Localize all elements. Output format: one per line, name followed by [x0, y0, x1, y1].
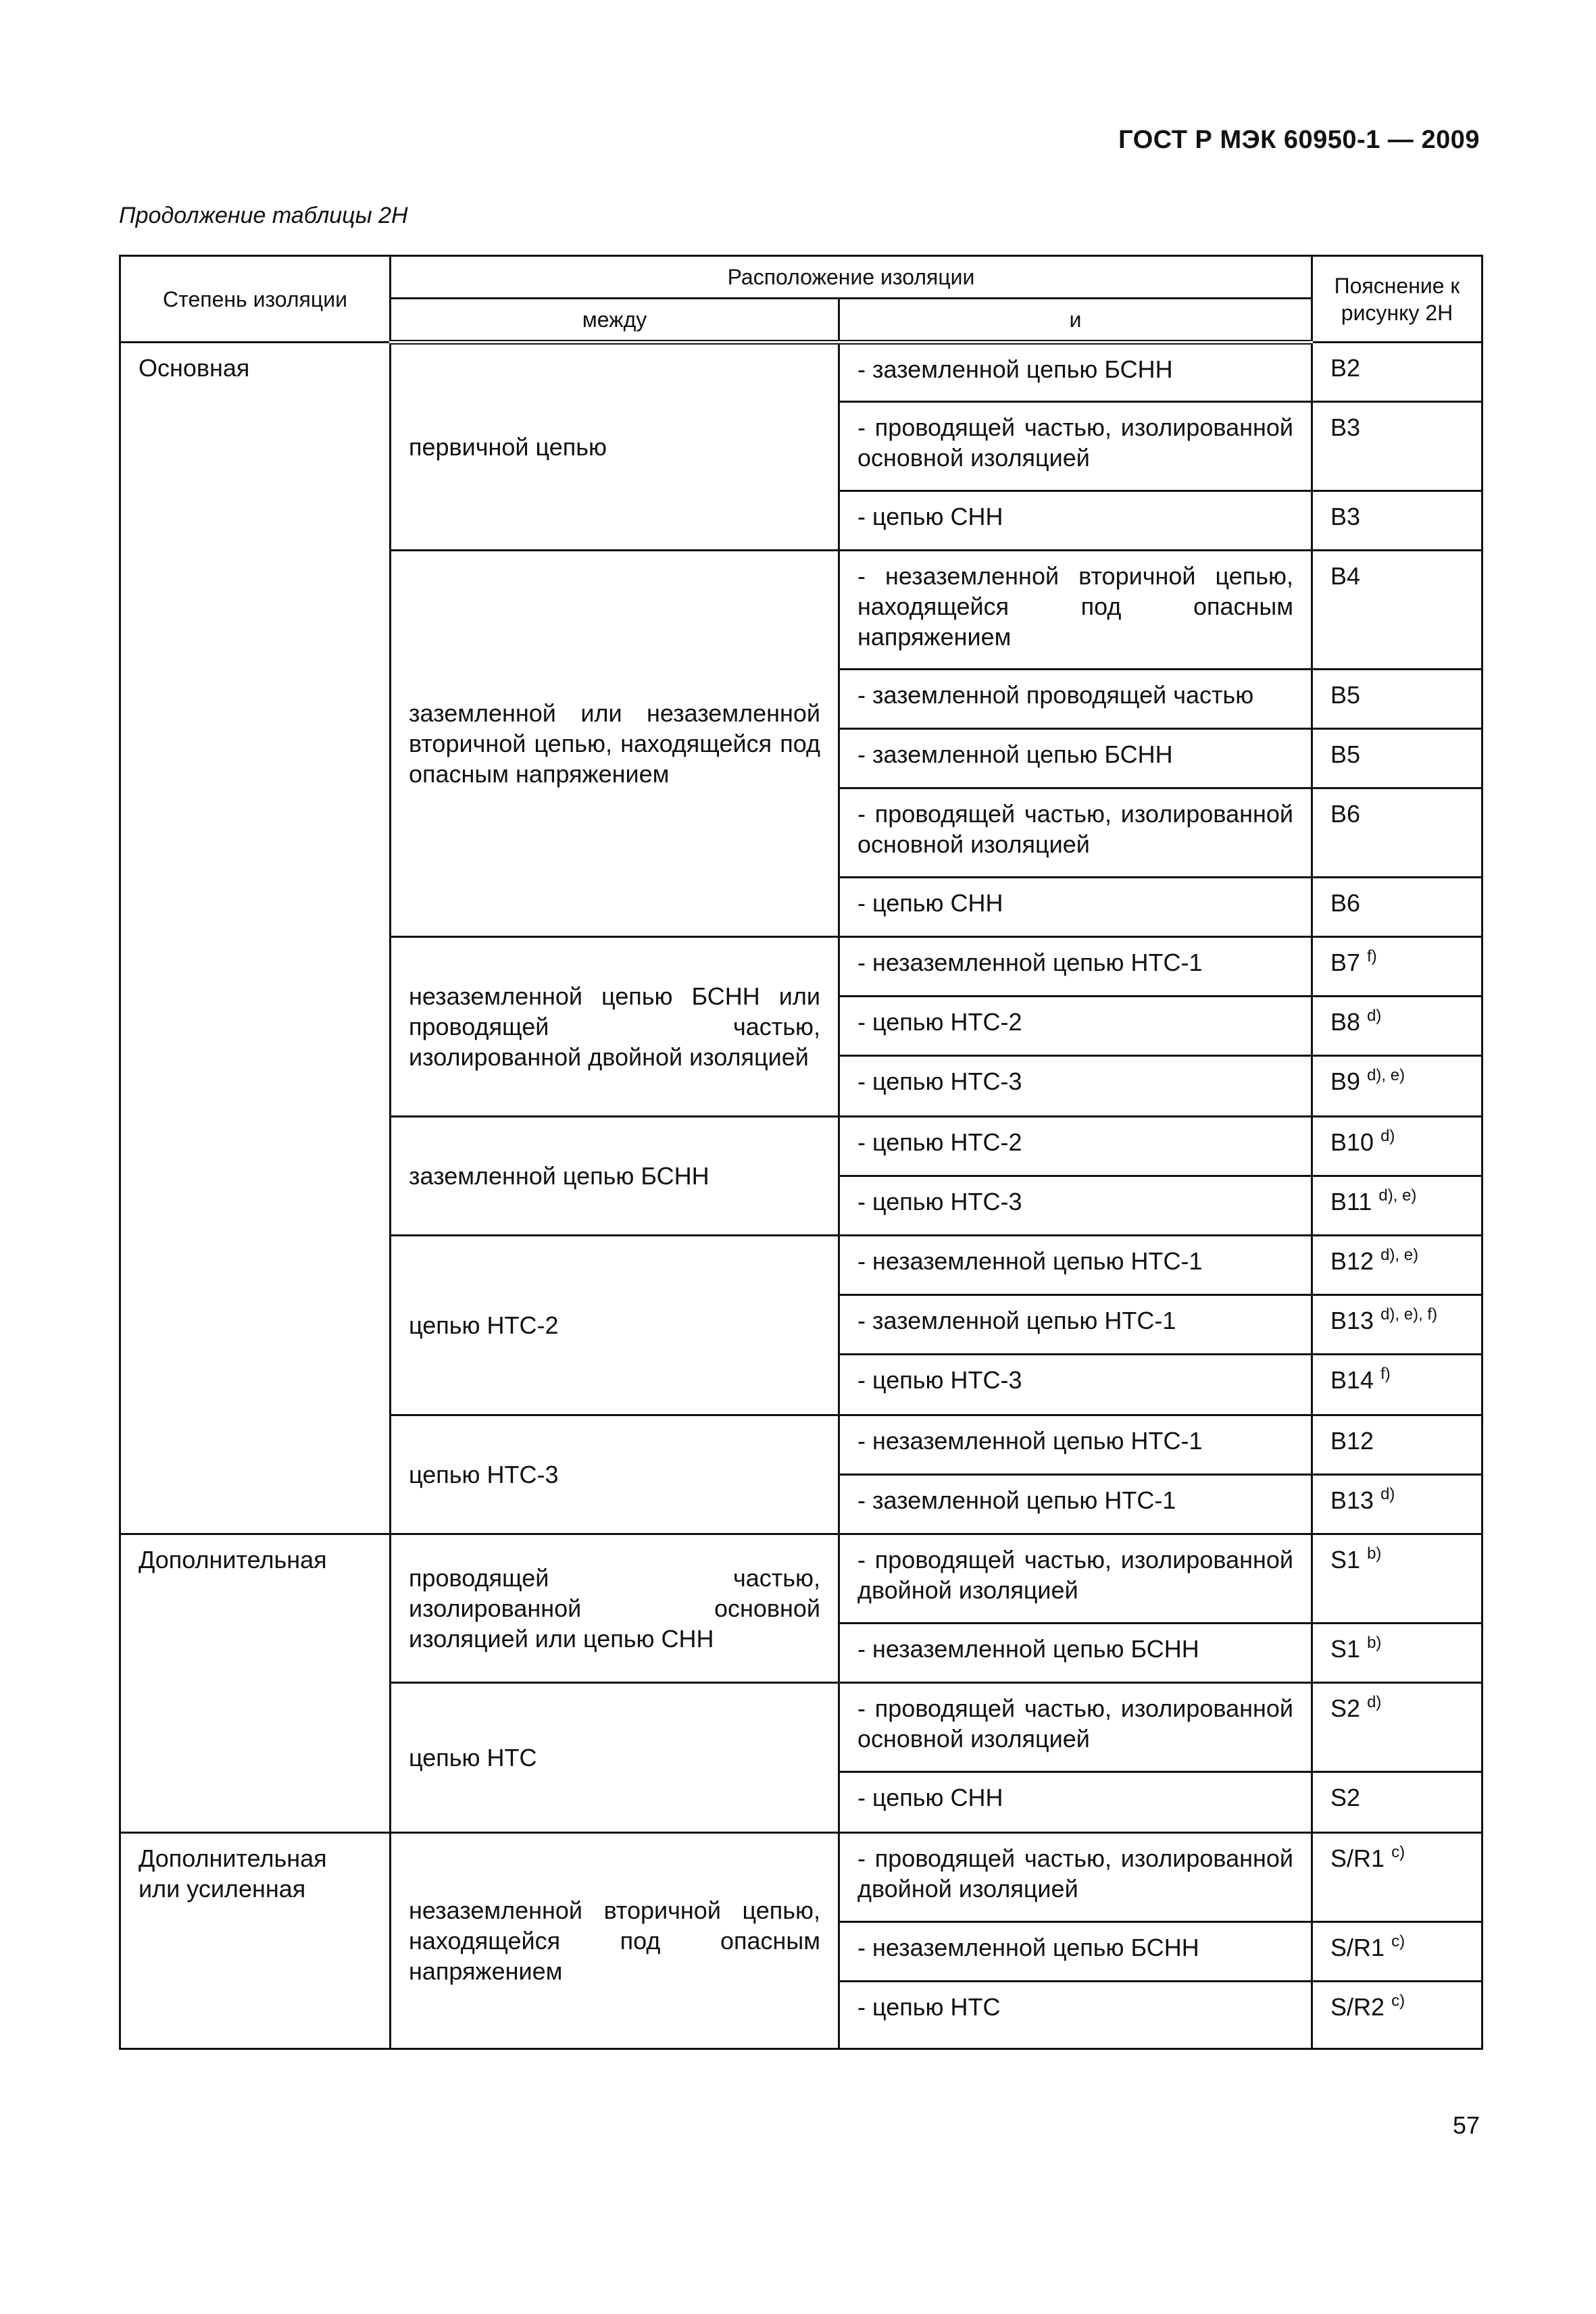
figure-ref-cell — [1312, 1056, 1482, 1117]
and-cell: - заземленной цепью НТС-1 — [839, 1295, 1312, 1355]
figure-ref-cell — [1312, 551, 1482, 670]
figure-ref-cell — [1312, 1534, 1482, 1624]
figure-ref-cell — [1312, 1833, 1482, 1922]
and-cell: - заземленной цепью БСНН — [839, 343, 1312, 402]
and-cell: - незаземленной цепью НТС-1 — [839, 1415, 1312, 1475]
figure-ref: B5 — [1330, 740, 1361, 768]
header-note: Пояснение к рисунку 2Н — [1312, 256, 1482, 343]
and-cell: - цепью НТС-2 — [839, 997, 1312, 1056]
and-cell: - цепью СНН — [839, 878, 1312, 937]
header-between: между — [391, 299, 839, 343]
figure-ref-cell — [1312, 1236, 1482, 1295]
table-caption: Продолжение таблицы 2Н — [119, 203, 408, 228]
figure-ref-cell — [1312, 1982, 1482, 2049]
figure-ref-cell — [1312, 1624, 1482, 1683]
and-cell: - незаземленной цепью НТС-1 — [839, 937, 1312, 997]
figure-ref: S/R1 — [1330, 1934, 1385, 1961]
figure-ref: B10 — [1330, 1128, 1374, 1156]
header-and: и — [839, 299, 1312, 343]
degree-cell: Дополнительная или усиленная — [120, 1833, 391, 2049]
and-cell: - цепью НТС-3 — [839, 1056, 1312, 1117]
between-cell: проводящей частью, изолированной основной изоляцией или цепью СНН — [391, 1534, 839, 1683]
standard-designation: ГОСТ Р МЭК 60950-1 — 2009 — [1118, 126, 1480, 154]
figure-ref-cell — [1312, 937, 1482, 997]
figure-ref-cell — [1312, 878, 1482, 937]
and-cell: - незаземленной цепью БСНН — [839, 1624, 1312, 1683]
footnote-marker: d), e) — [1367, 1066, 1405, 1084]
between-cell: первичной цепью — [391, 343, 839, 551]
figure-ref-cell — [1312, 670, 1482, 729]
footnote-marker: d) — [1367, 1007, 1382, 1025]
figure-ref-cell — [1312, 1355, 1482, 1415]
figure-ref: B7 — [1330, 949, 1361, 976]
figure-ref: B4 — [1330, 562, 1361, 590]
figure-ref: B9 — [1330, 1067, 1361, 1095]
header-degree: Степень изоляции — [120, 256, 391, 343]
between-cell: заземленной или незаземленной вторичной цепью, находящейся под опасным напряжением — [391, 551, 839, 937]
figure-ref: B13 — [1330, 1486, 1374, 1514]
and-cell: - проводящей частью, изолированной основной изоляцией — [839, 1683, 1312, 1772]
footnote-marker: b) — [1367, 1544, 1382, 1563]
figure-ref-cell — [1312, 1117, 1482, 1176]
figure-ref: B5 — [1330, 681, 1361, 709]
between-cell: незаземленной вторичной цепью, находящейся под опасным напряжением — [391, 1833, 839, 2049]
figure-ref: S1 — [1330, 1635, 1361, 1663]
footnote-marker: d), e) — [1380, 1246, 1419, 1264]
figure-ref-cell — [1312, 1415, 1482, 1475]
footnote-marker: d) — [1380, 1485, 1395, 1503]
and-cell: - незаземленной цепью НТС-1 — [839, 1236, 1312, 1295]
footnote-marker: b) — [1367, 1634, 1382, 1652]
figure-ref: S/R1 — [1330, 1844, 1385, 1872]
and-cell: - цепью НТС — [839, 1982, 1312, 2049]
figure-ref: S1 — [1330, 1546, 1361, 1574]
and-cell: - заземленной цепью НТС-1 — [839, 1475, 1312, 1534]
and-cell: - цепью СНН — [839, 1772, 1312, 1833]
table-row — [120, 1534, 1482, 1624]
figure-ref: B11 — [1330, 1188, 1372, 1215]
and-cell: - заземленной проводящей частью — [839, 670, 1312, 729]
figure-ref: B12 — [1330, 1427, 1374, 1455]
figure-ref: B6 — [1330, 889, 1361, 917]
table-row — [120, 343, 1482, 402]
table-row — [120, 1833, 1482, 1922]
between-cell: цепью НТС-3 — [391, 1415, 839, 1534]
figure-ref: B2 — [1330, 354, 1361, 382]
figure-ref: B3 — [1330, 503, 1361, 530]
footnote-marker: c) — [1391, 1992, 1405, 2010]
footnote-marker: d), e), f) — [1380, 1305, 1438, 1324]
figure-ref: S2 — [1330, 1784, 1361, 1811]
figure-ref-cell — [1312, 1475, 1482, 1534]
footnote-marker: f) — [1367, 947, 1377, 965]
figure-ref-cell — [1312, 1295, 1482, 1355]
figure-ref-cell — [1312, 1922, 1482, 1982]
figure-ref: B13 — [1330, 1307, 1374, 1334]
figure-ref-cell — [1312, 1176, 1482, 1236]
footnote-marker: c) — [1391, 1843, 1405, 1861]
table-body — [120, 343, 1482, 2049]
figure-ref-cell — [1312, 491, 1482, 551]
degree-cell: Дополнительная — [120, 1534, 391, 1833]
and-cell: - цепью НТС-2 — [839, 1117, 1312, 1176]
figure-ref-cell — [1312, 788, 1482, 878]
and-cell: - незаземленной вторичной цепью, находящейся под опасным напряжением — [839, 551, 1312, 670]
figure-ref-cell — [1312, 343, 1482, 402]
figure-ref: B14 — [1330, 1366, 1374, 1394]
figure-ref: S/R2 — [1330, 1993, 1385, 2021]
degree-cell: Основная — [120, 343, 391, 1534]
footnote-marker: f) — [1380, 1365, 1391, 1383]
footnote-marker: d), e) — [1378, 1186, 1417, 1205]
and-cell: - проводящей частью, изолированной двойной изоляцией — [839, 1833, 1312, 1922]
figure-ref: B3 — [1330, 413, 1361, 441]
and-cell: - цепью СНН — [839, 491, 1312, 551]
footnote-marker: d) — [1380, 1127, 1395, 1145]
figure-ref-cell — [1312, 729, 1482, 788]
figure-ref-cell — [1312, 1683, 1482, 1772]
figure-ref: B8 — [1330, 1008, 1361, 1036]
figure-ref: S2 — [1330, 1694, 1361, 1722]
and-cell: - проводящей частью, изолированной основной изоляцией — [839, 402, 1312, 491]
and-cell: - проводящей частью, изолированной двойной изоляцией — [839, 1534, 1312, 1624]
figure-ref-cell — [1312, 402, 1482, 491]
figure-ref: B12 — [1330, 1247, 1374, 1275]
footnote-marker: d) — [1367, 1693, 1382, 1711]
and-cell: - заземленной цепью БСНН — [839, 729, 1312, 788]
and-cell: - цепью НТС-3 — [839, 1176, 1312, 1236]
figure-ref-cell — [1312, 997, 1482, 1056]
footnote-marker: c) — [1391, 1932, 1405, 1951]
figure-ref-cell — [1312, 1772, 1482, 1833]
and-cell: - проводящей частью, изолированной основной изоляцией — [839, 788, 1312, 878]
page-number: 57 — [1452, 2111, 1480, 2139]
header-location: Расположение изоляции — [391, 256, 1312, 299]
insulation-table — [119, 255, 1483, 2050]
and-cell: - незаземленной цепью БСНН — [839, 1922, 1312, 1982]
between-cell: незаземленной цепью БСНН или проводящей частью, изолированной двойной изоляцией — [391, 937, 839, 1117]
and-cell: - цепью НТС-3 — [839, 1355, 1312, 1415]
figure-ref: B6 — [1330, 800, 1361, 828]
between-cell: цепью НТС — [391, 1683, 839, 1833]
table-header-row — [120, 256, 1482, 299]
between-cell: заземленной цепью БСНН — [391, 1117, 839, 1236]
between-cell: цепью НТС-2 — [391, 1236, 839, 1415]
